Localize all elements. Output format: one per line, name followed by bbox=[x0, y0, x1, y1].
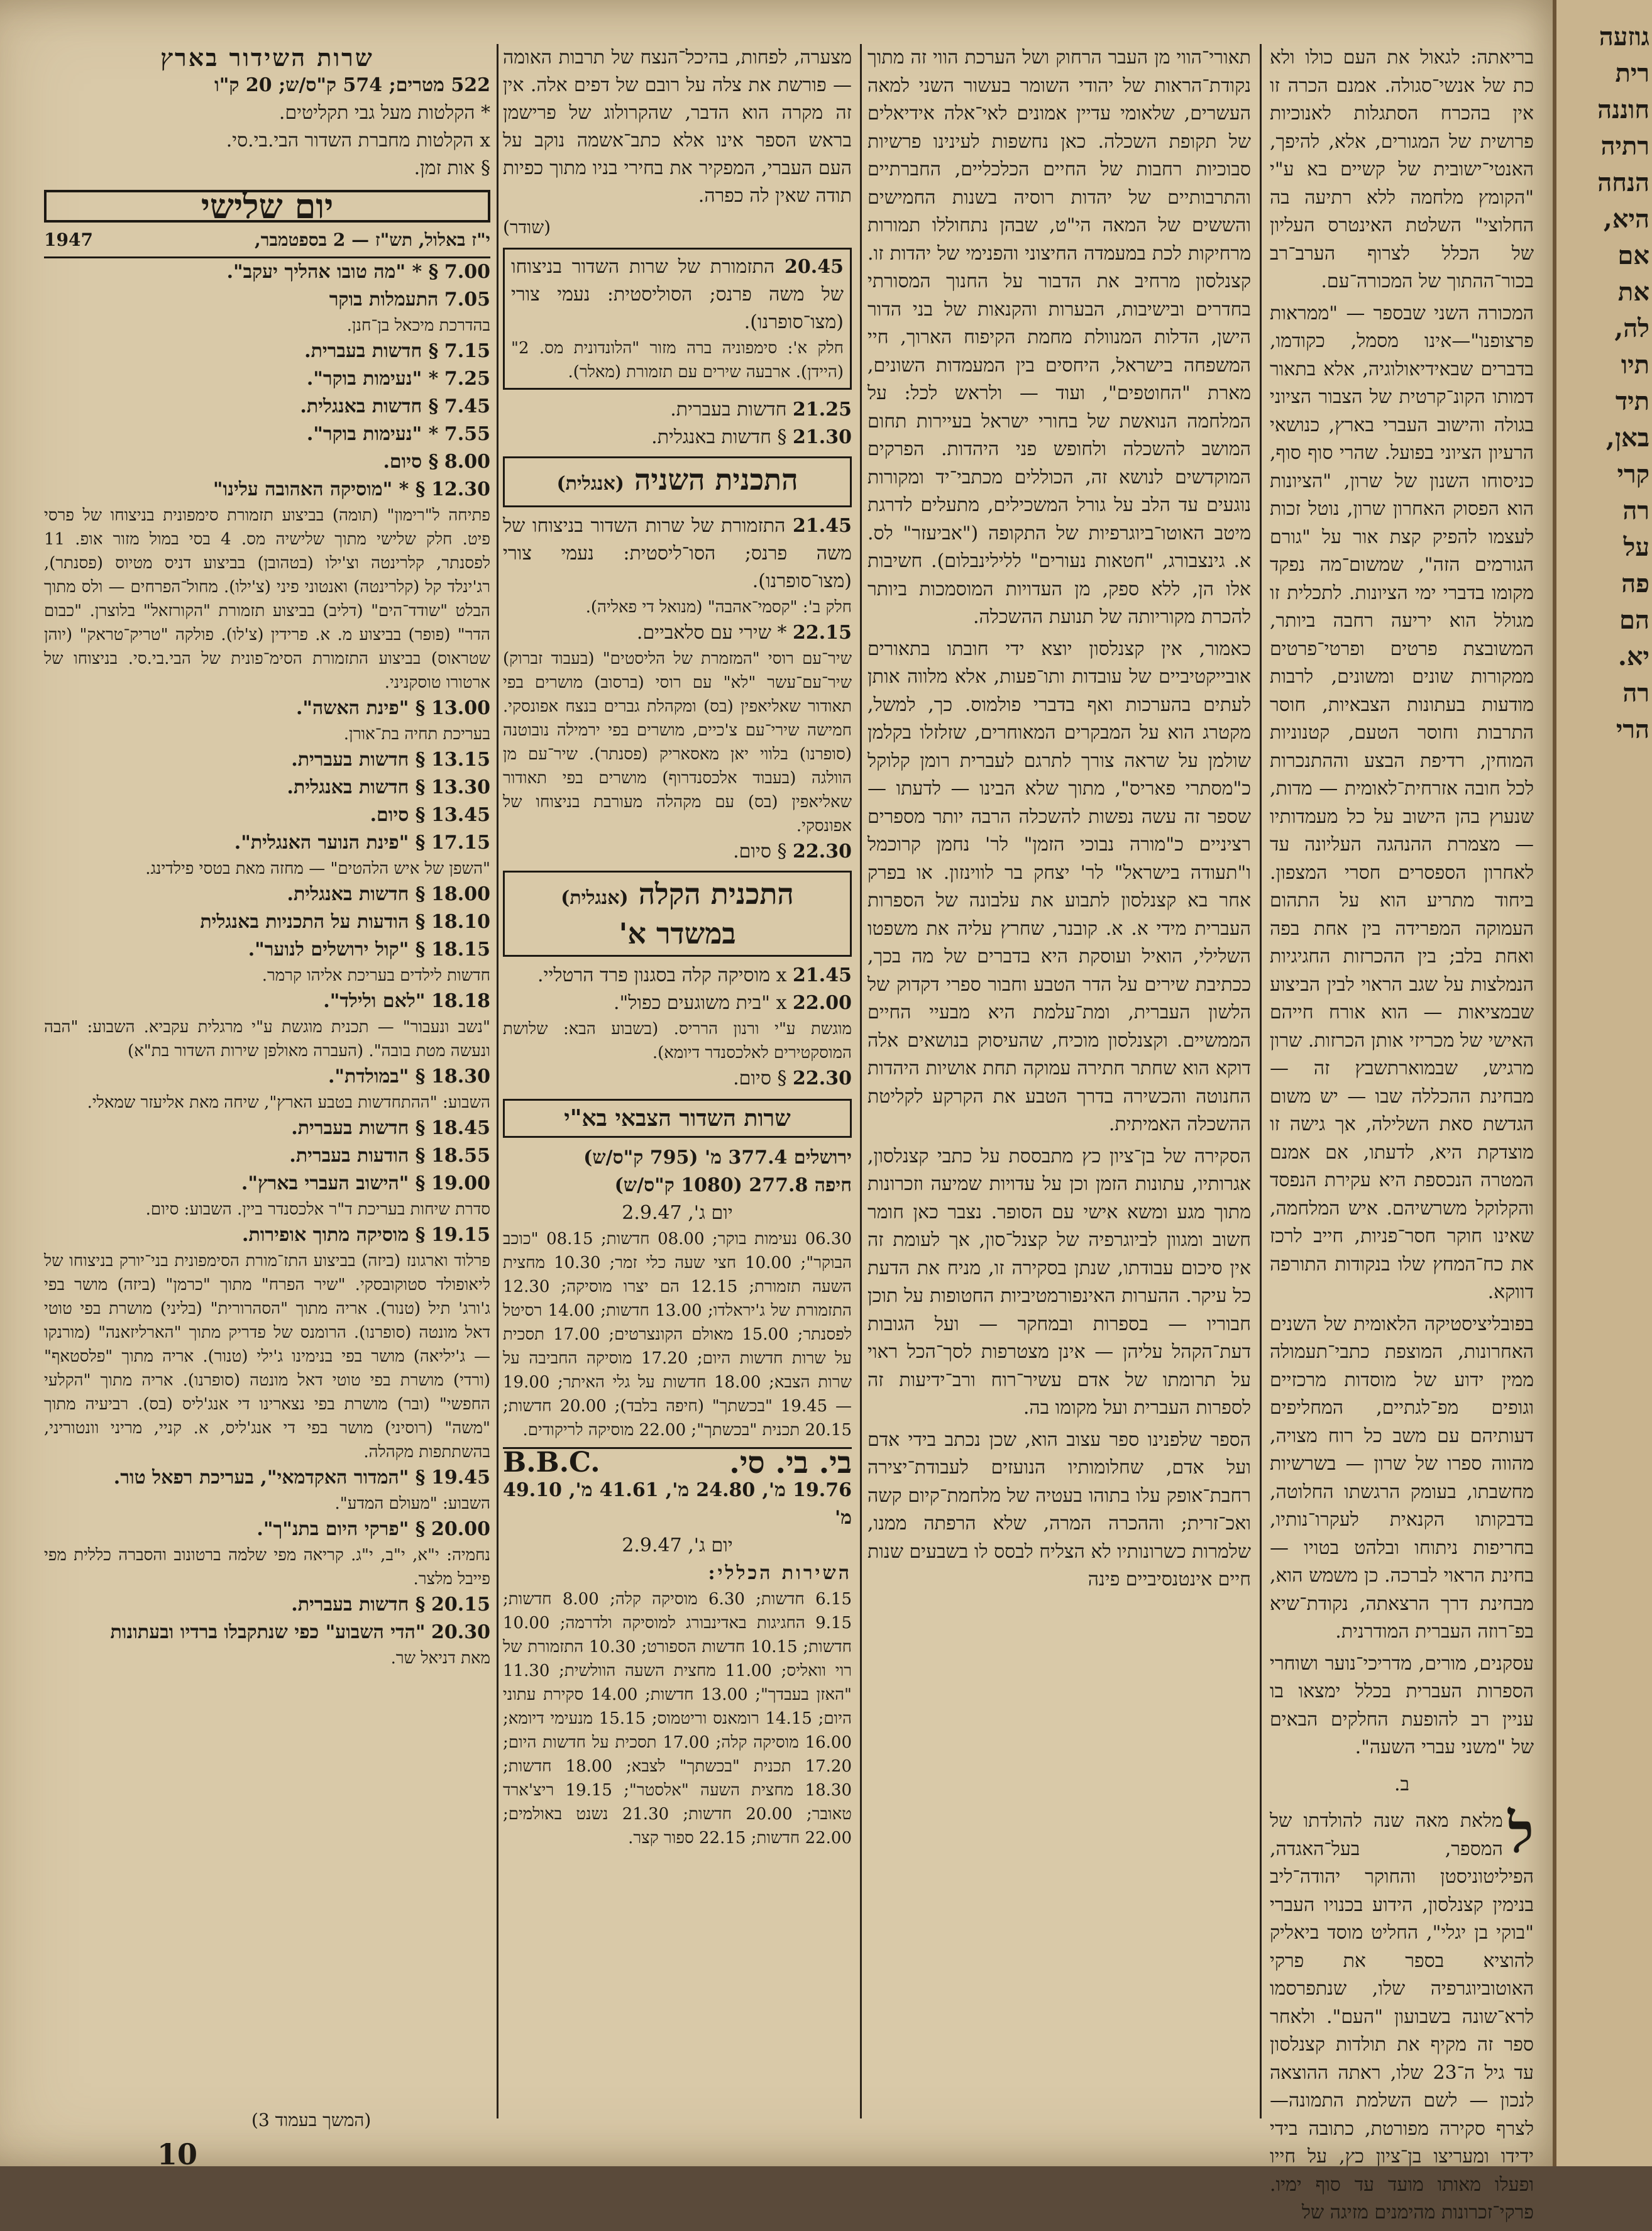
program-title: § מוסיקה מתוך אופירות. bbox=[242, 1224, 426, 1246]
light-program-tag: (אנגלית) bbox=[561, 887, 629, 909]
program-description: "השפן של איש הלהטים" — מחזה מאת בטסי פילדינג. bbox=[145, 859, 490, 878]
program-title: § חדשות בעברית. bbox=[291, 1594, 426, 1616]
program-time: 7.45 bbox=[444, 395, 490, 417]
article-signature: (שודר) bbox=[503, 217, 551, 238]
program-title: § חדשות באנגלית. bbox=[287, 883, 426, 905]
program-text: התזמורת של שרות השדור בניצוחו של משה פרנס; הסוליסטית: נעמי צורי (מצו־סופרנו). bbox=[511, 256, 844, 333]
program-title: "לאם ולילד". bbox=[323, 990, 426, 1012]
program-item bbox=[44, 802, 490, 829]
bbc-title: בי. בי. סי. bbox=[729, 1445, 852, 1480]
military-freq: ירושלים 377.4 מ' (795 ק"ס/ש) bbox=[583, 1147, 852, 1169]
program-item bbox=[44, 746, 490, 774]
program-time: 22.30 bbox=[793, 840, 852, 862]
program-title: § חדשות בעברית. bbox=[291, 749, 426, 771]
program-item bbox=[44, 774, 490, 802]
program-item bbox=[44, 258, 490, 286]
section-mark: ב. bbox=[1394, 1773, 1409, 1795]
program-time: 13.15 bbox=[431, 749, 490, 771]
bbc-bands: 19.76 מ', 24.80 מ', 41.61 מ', 49.10 מ' bbox=[503, 1479, 852, 1529]
program-title: § "פינת הנוער האנגלית". bbox=[234, 832, 426, 854]
program-description: מאת דניאל שר. bbox=[390, 1649, 490, 1668]
article-paragraph: עסקנים, מורים, מדריכי־נוער ושוחרי הספרות העברית בכלל ימצאו בו עניין רב להופעת החלקים הבאים של "משני עברי השעה". bbox=[1270, 1652, 1534, 1758]
article-column-1 bbox=[1270, 44, 1534, 2231]
article-paragraph: בפובליציסטיקה הלאומית של השנים האחרונות, המוצפת כתבי־תעמולה ממין ידוע של מוסדות מרכזיים וגופים מפ־לגתיים, המחליפים דעותיהם עם משב כל רוח מצויה, מהווה ספרו של שרון — בשרשיות מחשבתו, בעומק הרגשתו החלוטה, בדבקותו הקנאית לעקרו־נותיו, בחריפות ניתוחו ובלהט בטויו — בחינת הראוי לברכה. כן משמש הוא, מבחינת דרך הרצאתה, נקודת־שיא בפ־רוזה העברית המודרנית. bbox=[1270, 1313, 1534, 1643]
program-item bbox=[44, 1591, 490, 1619]
program-title: § "במולדת". bbox=[328, 1066, 426, 1088]
program-time: 22.30 bbox=[793, 1067, 852, 1089]
program-description: השבוע: "מעולם המדע". bbox=[334, 1494, 490, 1513]
light-program-title: התכנית הקלה bbox=[638, 877, 794, 911]
program-description: השבוע: "ההתחדשות בטבע הארץ", שיחה מאת אליעזר שמאלי. bbox=[87, 1093, 490, 1112]
day-title: יום שלישי bbox=[44, 190, 490, 223]
program-description: פרלוד וארגונז (ביזה) בביצוע התז־מורת הסימפונית בני־יורק בניצוחו של ליאופולד סטוקובסקי. "שיר הפרח" מתוך "כרמן" (ביזה) מושר בפי ג'ורג' תיל (טנור). אריה מתוך "הסהרורית" (בליני) מושרת בפי טוטי דאל מונטה (סופרנו). הרומנס של פדריק מתוך "הארליזאנה" (מורנקו — ג'יליאה) מושר בפי בנימינו ג'ילי (טנור). אריה מתוך "פלסטאף" (ורדי) מושרת בפי טוטי דאל מונטה (סופרנו). אריה מתוך "הקלעי החפשי" (ובר) מושרת בפי נצארינו די אנג'ליס (בס). רביעיה מתוך "משה" (רוסיני) מושר בפי די אנג'ליס, א. קניי, מריני וונטוריני, בהשתתפות מקהלה. bbox=[44, 1252, 490, 1462]
program-item bbox=[44, 338, 490, 365]
article-paragraph: תאורי־הווי מן העבר הרחוק ושל הערכת הווי זה מתוך נקודת־הראות של יהודי השומר בעשור השני למאה העשרים, שלאומי עדיין אמונים לאי־אלה אידיאלים של תקופת השכלה. כאן נחשפות לעינינו פרשיות סבוכיות רחבות של החיים הכלכליים, החברתיים והתרבותיים של יהדות רוסיה בשנות החמישים והששים של המאה הי"ט, שבהן נתחוללו תמורות מרחיקות לכת במעמדה החיצוני והפנימי של יהדות זו. קצנלסון מרחיב את הדבור על החנוך המסורתי בחדרים ובישיבות, הבערות והקנאות של בני הדור הישן, הדלות המנוולת מחמת הקיפוח הארוך, חיי המשפחה בישראל, היחסים בין המעמדות השונים, מארת "החוטפים", ועוד — ולראש לכל: על המלחמה הנואשת של בחורי ישראל בעיירות תחום המושב להשכלה ולחופש פני היהדות. הפרקים המוקדשים לנושא זה, הכוללים מכתבי־יד ומקורות נוגעים עד הלב על גורל המשכילים, מתעלים לדרגת מיטב האוטו־ביוגרפיות של התקופה ("אביעזר" לס. א. גינצבורג, "חטאות נעורים" ללילינבלום). חשיבות אלו הן, ללא ספק, מן העדויות המוסמכות ביותר להכרת מקוריותה של תנועת ההשכלה. bbox=[867, 47, 1251, 628]
program-time: 21.45 bbox=[793, 515, 852, 537]
program-item bbox=[44, 1516, 490, 1543]
program-time: 18.30 bbox=[431, 1066, 490, 1088]
program-title: § * "מה טובו אהליך יעקב". bbox=[226, 261, 439, 283]
program-description: בעריכת תחיה בת־אורן. bbox=[343, 725, 490, 744]
program-item bbox=[44, 393, 490, 421]
column-rule bbox=[497, 44, 498, 2118]
bbc-service: השירות הכללי: bbox=[708, 1562, 852, 1584]
program-description: "נשב ונעבור" — תכנית מוגשת ע"י מרגלית עקביא. השבוע: "הבה ונעשה מטת בובה". (העברה מאולפן שירות השדור בת"א) bbox=[44, 1018, 490, 1060]
program-title: § חדשות בעברית. bbox=[291, 1117, 426, 1139]
program-text: חדשות בעברית. bbox=[670, 399, 787, 421]
program-time: 22.15 bbox=[793, 622, 852, 644]
second-program-title: התכנית השניה bbox=[634, 463, 798, 497]
program-title: § "קול ירושלים לנוער". bbox=[248, 939, 426, 961]
station-title: שרות השידור בארץ bbox=[160, 43, 374, 72]
program-time: 7.15 bbox=[444, 340, 490, 362]
program-title: * "נעימות בוקר". bbox=[306, 368, 439, 390]
light-program-subtitle: במשדר א' bbox=[619, 917, 736, 950]
bottom-paragraph-text: מלאת מאה שנה להולדתו של המספר, בעל־האגדה, הפיליטוניסטן והחוקר יהודה־ליב בנימין קצנלסון, הידוע בכנויו העברי "בוקי בן יגלי", החליט מוסד ביאליק להוציא בספר את פרקי האוטוביוגרפיה שלו, שנתפרסמו לרא־שונה בשבועון "העם". ולאחר ספר זה מקיף את תולדות קצנלסון עד גיל ה־23 שלו, ראתה ההוצאה לנכון — לשם השלמת התמונה—לצרף סקירה מפורטת, כתובה בידי ידידו ומעריצו בן־ציון כץ, על חייו ופעלו מאותו מועד עד סוף ימיו. פרקי־זכרונות מהימנים מזיגה של bbox=[1270, 1810, 1534, 2223]
bbc-header bbox=[503, 1445, 852, 1480]
program-time: 18.55 bbox=[431, 1145, 490, 1167]
program-time: 21.30 bbox=[793, 426, 852, 448]
program-title: § "פינת האשה". bbox=[295, 697, 426, 719]
program-item bbox=[44, 1619, 490, 1646]
light-program-header bbox=[503, 871, 852, 957]
program-time: 13.45 bbox=[431, 804, 490, 826]
article-paragraph: הספר שלפנינו ספר עצוב הוא, שכן נכתב בידי אדם ועל אדם, שחלומותיו הנועזים לעבודת־יצירה רחבת־אופק עלו בתוהו בעטיה של מלחמת־קיום קשה ואכ־זרית; וההכרה המרה, שלא הרפתה ממנו, שלמרות כשרונותיו לא הצליח לבסס לו בשבעים שנות חיים אינטנסיביים פינה bbox=[867, 1428, 1251, 1590]
program-listing-column bbox=[44, 44, 490, 1670]
program-time: 7.25 bbox=[444, 368, 490, 390]
military-header: שרות השדור הצבאי בא"י bbox=[503, 1099, 852, 1138]
program-time: 17.15 bbox=[431, 832, 490, 854]
program-sub: שיר־עם רוסי "המזמרת של הליסטים" (בעבוד זברוק) שיר־עם־עשר "לא" עם רוסי (ברסוב) מושרים בפי תאודור שאליאפין (בס) ומקהלת גברים בנצח אפונסקי. חמישה שירי־עם צ'כיים, מושרים בפי ירמילה נובוטנה (סופרנו) בלווי יאן מאסאריק (פסנתר). שיר־עם מן הוולגה (בעבוד אלכסנדרוף) מושרים בפי תאודור שאליאפין (בס) עם מקהלה מעורבת בניצוחו של אפונסקי. bbox=[503, 649, 852, 835]
program-title: § הודעות בעברית. bbox=[289, 1145, 426, 1167]
program-item bbox=[44, 1464, 490, 1492]
program-time: 22.00 bbox=[793, 992, 852, 1014]
program-time: 20.00 bbox=[431, 1518, 490, 1540]
program-time: 20.30 bbox=[431, 1621, 490, 1643]
next-page-fragment: גוזעה רית חוננה רתיה הנחה היא, אם את לה, תיו תיד באן, קרי רה על פה הם יא. רה הרי bbox=[1597, 22, 1649, 744]
concert-box bbox=[503, 248, 852, 390]
program-item bbox=[44, 1142, 490, 1170]
program-text: x "בית משוגעים כפול". bbox=[613, 992, 787, 1014]
program-title: § "פרקי היום בתנ"ך". bbox=[256, 1518, 426, 1540]
article-paragraph: כאמור, אין קצנלסון יוצא ידי חובתו בתאורים אובייקטיביים של עובדות ותו־פעות, אלא מלווה אותן לעתים בהערכות ואף בדברי פולמוס. כך, למשל, מקטרג הוא על המבקרים המאוחרים, שזלזלו בקלמן שולמן על שראה צורך לתרגם לעברית רומן קלוקל כ"מסתרי פאריס", מתוך שלא הבינו — לדעתו — שספר זה עשה נפשות להשכלה הרבה יותר מספרים רציניים כ"מורה נבוכי הזמן" לר' נחמן קרוכמל ו"תעודה בישראל" לר' יצחק בר לווינזון. או בפרק אחר בא קצנלסון לתבוע את עלבונה של הספרות העברית מידי א. א. קובנר, שחרץ עליה את משפטו השלילי, הואיל ועוסקת היא בדברים של מה בכך, ככתיבת שירים על הדר הטבע וחבור ספרי דקדוק של הלשון העברית, ומת־עלמת היא מבעיי החיים הממשיים. וקצנלסון מוכיח, שהעיסוק בנושאים אלה דוקא הוא שחתר חתירה עמוקה תחת אושיות היהדות החנוטה והכשירה בדרך הטבע את הקרקע לקליטת ההשכלה האמיתית. bbox=[867, 637, 1251, 1135]
program-time: 19.45 bbox=[431, 1467, 490, 1489]
program-title: התעמלות בוקר bbox=[329, 289, 439, 311]
date-hebrew: י"ז באלול, תש"ז — 2 בספטמבר, bbox=[255, 229, 490, 250]
program-description: נחמיה: י"א, י"ב, י"ג. קריאה מפי שלמה ברטונוב והסברה כללית מפי פייבל מלצר. bbox=[44, 1546, 490, 1589]
program-time: 18.18 bbox=[431, 990, 490, 1012]
program-sub: מוגשת ע"י ורנון הרריס. (בשבוע הבא: שלושת המוסקטירים לאלכסנדר דיומא). bbox=[503, 1020, 852, 1062]
program-item bbox=[44, 936, 490, 964]
article-paragraph: הסקירה של בן־ציון כץ מתבססת על כתבי קצנלסון, אגרותיו, עתונות הזמן וכן על עדויות שמיעה וזכרונות מתוך מגע ומשא אישי עם הסופר. נצבר כאן חומר חשוב ומגוון לביוגרפיה של קצנל־סון, אך לעומת זה אין סיכום עבודתו, שנתן בסקירה זו, מניח את הדעת כל עיקר. ההערות האינפורמטיביות החטופות על תוכן חבוריו — בספרות ובמחקר — ועל הגובות דעת־הקהל עליהן — אינן מצטרפות לסך־הכל ראוי על תרומתו של אדם עשיר־רוח ורב־ידיעות זה לספרות העברית ועל מקומו בה. bbox=[867, 1145, 1251, 1419]
program-time: 12.30 bbox=[431, 478, 490, 500]
program-text: התזמורת של שרות השדור בניצוחו של משה פרנס; הסו־ליסטית: נעמי צורי (מצו־סופרנו). bbox=[503, 515, 852, 592]
program-time: 20.45 bbox=[785, 256, 844, 278]
article-paragraph: המכורה השני שבספר — "ממראות פרצופנו"—אינו מסמל, כקודמו, בדברים שבאידיאולוגיה, אלא בתאור דמותו הקונ־קרטית של הצבור הציוני בגולה והישוב העברי בארץ, כנושאי הרעיון הציוני בפועל. שהרי סוף סוף, כניסוחו השנון של שרון, "הציונות הוא הפסוק האחרון שרון, נוטל זכות לעצמו להפיק קצת אור על "גורם הגורמים הזה", שמשום־מה נפקד מקומו בדברי ימי הציונות. לתכלית זו מגולל הוא יריעה רחבה ביותר, המשובצת פרטים ופרטי־פרטים ממקורות שונים ומשונים, לרבות מודעות בעתונות הצבאיות, חוסר התרבות וחוסר הטעם, קטנוניות המוחין, רדיפת הבצע וההתנכרות לכל חובה אזרחית־לאומית — מדות, שנעוץ בהן הישוב על כל מעמדותיו — מצמרת ההנהגה העליונה עד לאחרון הספסרים חסרי המצפון. ביחוד מתריע הוא על התהום העמוקה המפרידה בין אחת בפה ואחת בלב; בין ההכרזות החגיגיות הנמלצות על שגב הראוי לבין הביצוע שבמציאות — הוא אורח חייהם האישי של מכריזי אותן הכרזות. שרון מרגיש, שבמוארתשבץ זה — מבחינת ההכללה שבו — יש משום הגדשת סאת השלילה, אך גישה זו מוצדקת היא, לדעתו, אם אמנם המטרה הנכספת היא עקירת הנפסד והקלוקל משרשיהם. איש המלחמה, שאינו חוקר חסר־פניות, חייב לרכז את כח־המחץ שלו בנקודות התורפה דווקא. bbox=[1270, 302, 1534, 1303]
program-item bbox=[44, 1221, 490, 1249]
program-time: 21.25 bbox=[793, 399, 852, 421]
program-time: 20.15 bbox=[431, 1594, 490, 1616]
program-time: 21.45 bbox=[793, 964, 852, 986]
program-description: חדשות לילדים בעריכת אליהו קרמר. bbox=[262, 966, 490, 985]
legend-line: § אות זמן. bbox=[414, 157, 490, 179]
program-title: "הדי השבוע" כפי שנתקבלו ברדיו ובעתונות bbox=[110, 1621, 426, 1643]
program-title: § * "מוסיקה האהובה עלינו" bbox=[212, 478, 426, 500]
program-text: x מוסיקה קלה בסגנון פרד הרטליי. bbox=[537, 964, 787, 986]
program-text: § חדשות באנגלית. bbox=[651, 426, 787, 448]
next-page-edge bbox=[1553, 0, 1652, 2166]
legend-line: x הקלטות מחברת השדור הבי.בי.סי. bbox=[226, 129, 490, 151]
continuation-note: (המשך בעמוד 3) bbox=[251, 2110, 372, 2130]
program-title: § הודעות על התכניות באנגלית bbox=[200, 911, 426, 933]
program-time: 7.00 bbox=[444, 261, 490, 283]
program-title: § סיום. bbox=[370, 804, 426, 826]
date-strip bbox=[44, 226, 490, 258]
program-time: 19.15 bbox=[431, 1224, 490, 1246]
page-number: 10 bbox=[157, 2137, 198, 2171]
military-date: יום ג', 2.9.47 bbox=[622, 1202, 733, 1224]
program-text: § סיום. bbox=[733, 1067, 787, 1089]
article-paragraph-bottom bbox=[1270, 1800, 1534, 2227]
bbc-date: יום ג', 2.9.47 bbox=[622, 1534, 733, 1556]
military-freq: חיפה 277.8 (1080 ק"ס/ש) bbox=[614, 1174, 852, 1196]
program-title: § "הישוב העברי בארץ". bbox=[241, 1172, 426, 1194]
program-time: 13.00 bbox=[431, 697, 490, 719]
program-text: § סיום. bbox=[733, 840, 787, 862]
program-time: 19.00 bbox=[431, 1172, 490, 1194]
date-year: 1947 bbox=[44, 229, 93, 250]
second-program-tag: (אנגלית) bbox=[556, 473, 624, 495]
program-text: * שירי עם סלאביים. bbox=[636, 622, 787, 644]
program-items bbox=[44, 258, 490, 1670]
program-time: 7.55 bbox=[444, 423, 490, 445]
program-time: 8.00 bbox=[444, 451, 490, 473]
program-title: § חדשות באנגלית. bbox=[300, 395, 439, 417]
second-program-header bbox=[503, 456, 852, 507]
program-item bbox=[44, 829, 490, 857]
program-time: 18.10 bbox=[431, 911, 490, 933]
program-item bbox=[44, 1170, 490, 1198]
program-item bbox=[44, 908, 490, 936]
program-time: 18.00 bbox=[431, 883, 490, 905]
program-title: § חדשות באנגלית. bbox=[287, 776, 426, 798]
program-sub: חלק ב': "קסמי־אהבה" (מנואל די פאליה). bbox=[585, 598, 852, 617]
program-item bbox=[44, 421, 490, 448]
article-paragraph-end: מצערה, לפחות, בהיכל־הנצח של תרבות האומה — פורשת את צלה על רובם של דפים אלה. אין זה מקרה הוא הדבר, שהקרולוג של פרישמן בראש הספר אינו אלא כתב־אשמה נוקב על העם העברי, המפקיר את בחירי בניו מתוך כפיות תודה שאין לה כפרה. bbox=[503, 47, 852, 207]
program-item bbox=[44, 988, 490, 1015]
article-column-2 bbox=[867, 44, 1251, 1598]
station-frequency: 522 מטרים; 574 ק"ס/ש; 20 ק"ו bbox=[214, 74, 490, 96]
program-description: בהדרכת מיכאל בן־חנן. bbox=[346, 316, 490, 335]
program-item bbox=[44, 695, 490, 722]
program-description: סדרת שיחות בעריכת ד"ר אלכסנדר ביין. השבוע: סיום. bbox=[145, 1200, 490, 1219]
program-time: 18.45 bbox=[431, 1117, 490, 1139]
legend-line: * הקלטות מעל גבי תקליטים. bbox=[278, 102, 490, 124]
drop-letter: ל bbox=[1507, 1800, 1534, 1865]
program-description: פתיחה ל"רימון" (תומה) בביצוע תזמורת סימפונית בניצוחו של פרסי פיט. חלק שלישי מתוך שלישיה מס. 4 בסי במול מזור אופ. 11 לפסנתר, קלרינטה וצ'ילו (בטהובן) בביצוע דניס מטיוס (פסנתר), רג'ינלד קל (קלרינטה) ואנטוני פיני (צ'ילו). מחול־הפרחים — ולס מתוך הבלט "שודד־הים" (דליב) בביצוע תזמורת "הקורזאל" בלוצרן. "כבום הדר" (פופר) בביצוע מ. א. פרידין (צ'לו). פולקה "טריק־טראק" (יוהן שטראוס) בביצוע התזמורת הסימ־פונית של הבי.בי.סי. בניצוחו של ארטורו טוסקניני. bbox=[44, 506, 490, 692]
program-sub: חלק א': סימפוניה ברה מזור "הלונדונית מס. 2" (היידן). ארבעה שירים עם תזמורת (מאלר). bbox=[511, 339, 844, 382]
program-item bbox=[44, 476, 490, 504]
program-item bbox=[44, 881, 490, 908]
program-time: 13.30 bbox=[431, 776, 490, 798]
program-title: § "המדור האקדמאי", בעריכת רפאל טור. bbox=[113, 1467, 426, 1489]
column-rule bbox=[860, 44, 862, 2118]
article-paragraph: בריאתה: לגאול את העם כולו ולא כת של אנשי־סגולה. אמנם הכרה זו אין בהכרח הסתגלות לאנוכיות פרושית של המגורים, אלא, להיפך, האנטי־ישובית של קשיים בא ע"י "הקומץ מלחמה ללא רתיעה בה החלוצי" השלטת האינטרס העליון של הכלל לצרוף הערב־רב בכור־ההתוך של המכורה־עם. bbox=[1270, 47, 1534, 292]
program-title: * "נעימות בוקר". bbox=[306, 423, 439, 445]
radio-column bbox=[503, 44, 852, 1850]
bbc-schedule: 6.15 חדשות; 6.30 מוסיקה קלה; 8.00 חדשות; 9.15 החגיגות באדינבורג למוסיקה ולדרמה; 10.00 חדשות; 10.15 חדשות הספורט; 10.30 התזמורת של רוי וואליס; 11.00 מחצית השעה הוולשית; 11.30 "האזן בעבדך"; 13.00 חדשות; 14.00 סקירת עתוני היום; 14.15 רומאנס וריטמוס; 15.15 מנעימי דיומא; 16.00 מוסיקה קלה; 17.00 תסכית על חדשות היום; 17.20 תכנית "בכשתך" לצבא; 18.00 חדשות; 18.30 מחצית השעה "אלסטר"; 19.15 ריצ'ארד טאובר; 20.00 חדשות; 21.30 נשנט באולמים; 22.00 חדשות; 22.15 ספור קצר. bbox=[503, 1590, 852, 1848]
program-item bbox=[44, 1115, 490, 1142]
program-item bbox=[44, 286, 490, 314]
program-title: § חדשות בעברית. bbox=[304, 340, 439, 362]
program-item bbox=[44, 365, 490, 393]
program-time: 7.05 bbox=[444, 289, 490, 311]
military-schedule: 06.30 נעימות בוקר; 08.00 חדשות; 08.15 "כוכב הבוקר"; 10.00 חצי שעה כלי זמר; 10.30 מחצית השעה תזמורת; 12.15 הם יצרו מוסיקה; 12.30 התזמורת של ג'יראלדו; 13.00 חדשות; 14.00 רסיטל לפסנתר; 15.00 מאולם הקונצרטים; 17.00 תסכית על שרות חדשות היום; 17.20 מוסיקה החביבה על שרות הצבא; 18.00 חדשות על גלי האיתר; 19.00 — 19.45 "בכשתך" (חיפה בלבד); 20.00 חדשות; 20.15 תכנית "בכשתך"; 22.00 מוסיקה לריקודים. bbox=[503, 1230, 852, 1440]
program-item bbox=[44, 448, 490, 476]
bbc-latin-title: B.B.C. bbox=[503, 1446, 600, 1479]
program-time: 18.15 bbox=[431, 939, 490, 961]
program-title: § סיום. bbox=[383, 451, 439, 473]
column-rule bbox=[1260, 44, 1262, 2118]
program-item bbox=[44, 1063, 490, 1091]
